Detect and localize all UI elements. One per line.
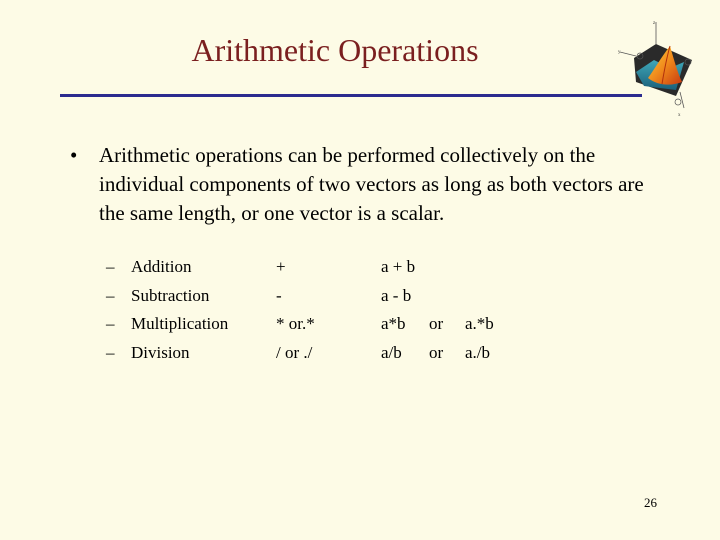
- op-name: Division: [131, 342, 190, 362]
- op-example: a*b: [381, 314, 406, 333]
- op-alt-example: [465, 282, 494, 311]
- op-example: a - b: [381, 285, 412, 305]
- op-dash: –: [106, 314, 115, 333]
- operations-table: [106, 253, 494, 367]
- svg-text:z: z: [653, 21, 656, 26]
- bullet-point: [70, 141, 670, 228]
- operation-row: [106, 310, 494, 339]
- svg-text:y: y: [618, 50, 621, 55]
- bullet-text: Arithmetic operations can be performed collectively on the individual components of two vectors as long as both vectors are the same length, or one vector is a scalar.: [99, 143, 644, 225]
- op-symbol: * or.*: [276, 314, 315, 333]
- op-example: a + b: [381, 257, 416, 276]
- operation-row: [106, 253, 494, 282]
- op-dash: –: [106, 257, 115, 276]
- op-dash: –: [106, 342, 115, 362]
- bullet-marker: •: [70, 143, 78, 167]
- op-example: a/b: [381, 342, 402, 362]
- svg-text:x: x: [678, 113, 681, 118]
- op-alt-example: [465, 253, 494, 282]
- slide-title: Arithmetic Operations: [191, 32, 479, 68]
- op-alt-example: a.*b: [465, 314, 494, 333]
- op-dash: –: [106, 285, 115, 305]
- operation-row: [106, 339, 494, 368]
- op-symbol: / or ./: [276, 342, 313, 362]
- op-name: Multiplication: [131, 314, 229, 333]
- title-divider: [60, 94, 642, 97]
- matlab-membrane-logo-icon: [614, 16, 706, 122]
- op-name: Subtraction: [131, 285, 210, 305]
- operation-row: [106, 282, 494, 311]
- op-symbol: +: [276, 257, 286, 276]
- op-or: [429, 282, 465, 311]
- op-or: or: [429, 314, 444, 333]
- op-alt-example: a./b: [465, 342, 491, 362]
- op-symbol: -: [276, 285, 282, 305]
- page-number: 26: [644, 495, 657, 510]
- op-or: [429, 253, 465, 282]
- op-name: Addition: [131, 257, 192, 276]
- op-or: or: [429, 342, 444, 362]
